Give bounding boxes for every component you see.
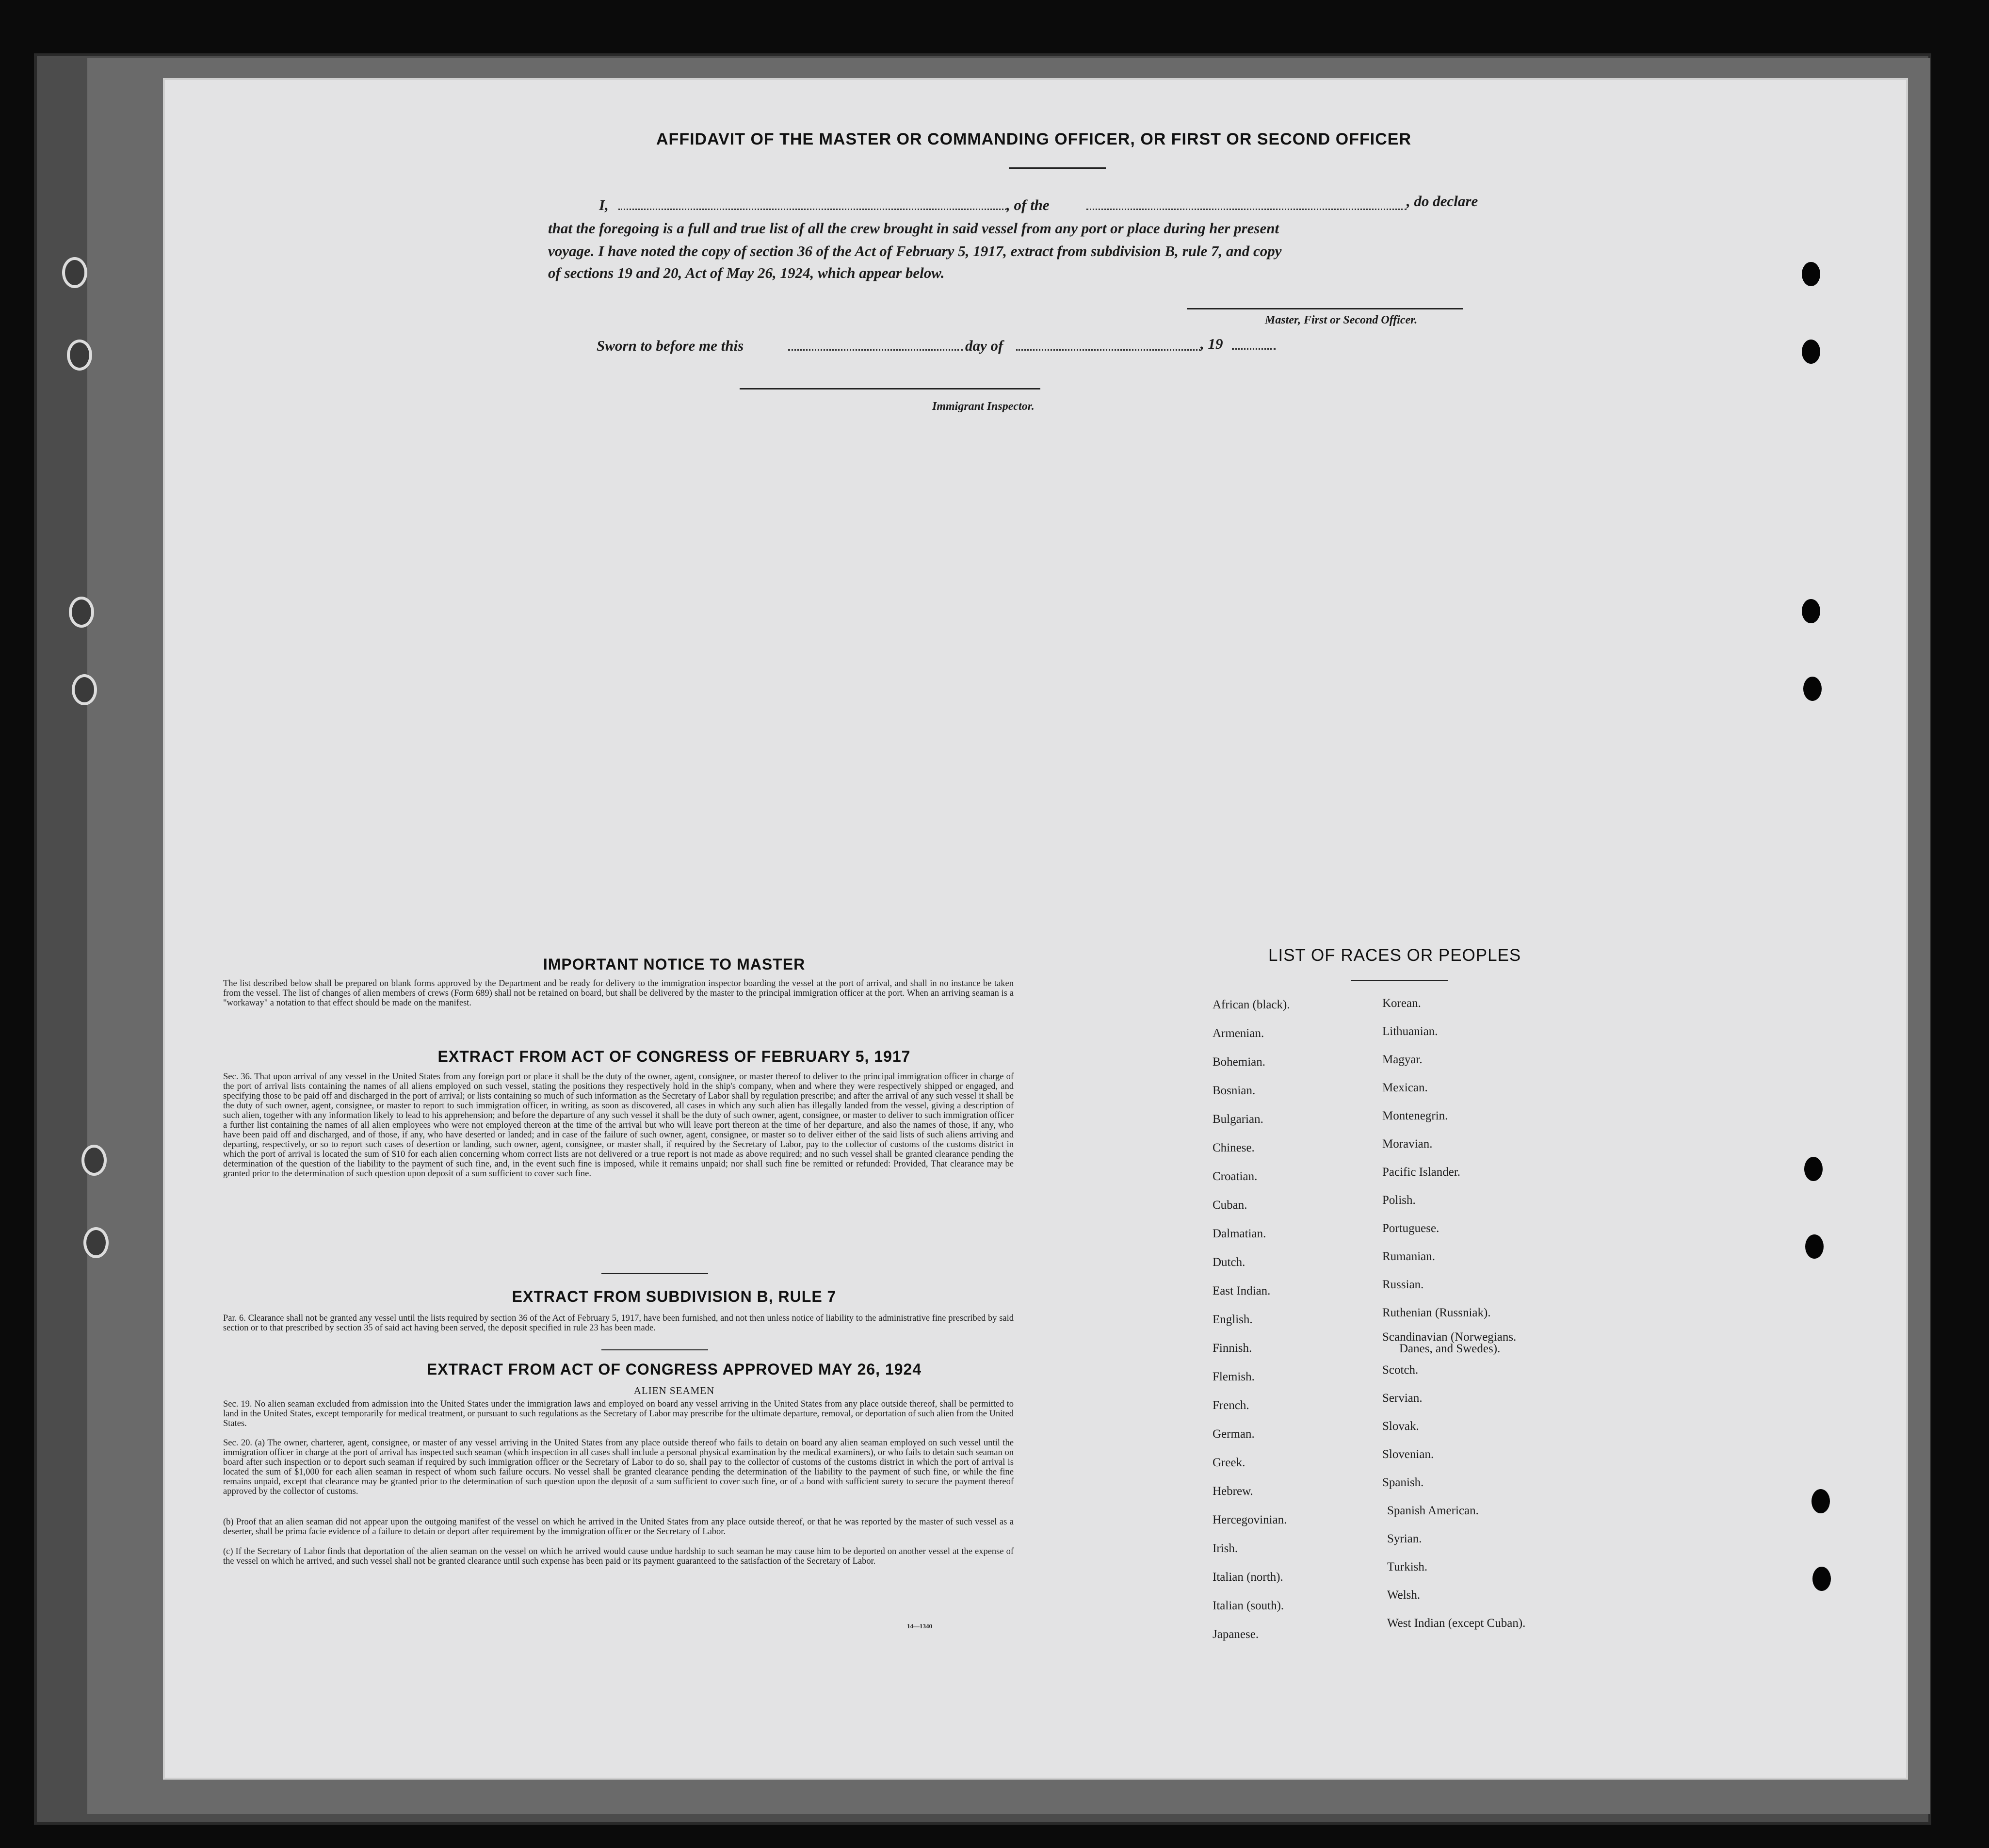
race-item: Spanish American. — [1387, 1504, 1479, 1517]
race-item: Ruthenian (Russniak). — [1382, 1306, 1491, 1319]
alien-seamen-subtitle: ALIEN SEAMEN — [633, 1385, 715, 1396]
race-item: Welsh. — [1387, 1589, 1421, 1602]
binder-hole — [62, 257, 87, 288]
race-item: Montenegrin. — [1382, 1109, 1448, 1122]
race-item: Polish. — [1382, 1194, 1416, 1207]
punch-hole — [1802, 262, 1820, 286]
divider — [601, 1273, 708, 1274]
race-item: Pacific Islander. — [1382, 1166, 1461, 1179]
race-item: Servian. — [1382, 1392, 1423, 1405]
master-signature-label: Master, First or Second Officer. — [1265, 314, 1418, 326]
punch-hole — [1802, 340, 1820, 364]
divider — [1009, 167, 1106, 169]
race-item: East Indian. — [1213, 1284, 1271, 1297]
race-item: Scotch. — [1382, 1363, 1419, 1377]
sworn-label: Sworn to before me this — [597, 337, 744, 354]
race-item: Bulgarian. — [1213, 1113, 1263, 1126]
binder-hole — [72, 674, 97, 705]
race-item: Magyar. — [1382, 1053, 1423, 1066]
binder-hole — [81, 1145, 107, 1176]
extract-1924-title: EXTRACT FROM ACT OF CONGRESS APPROVED MAY 26, 1924 — [426, 1361, 922, 1378]
race-item: Greek. — [1213, 1456, 1245, 1469]
year-blank — [1232, 348, 1276, 350]
race-item: Mexican. — [1382, 1081, 1428, 1094]
race-item: Korean. — [1382, 997, 1421, 1010]
affidavit-i: I, — [599, 196, 609, 213]
race-item: Chinese. — [1213, 1141, 1255, 1154]
race-item: Cuban. — [1213, 1199, 1247, 1212]
race-item: West Indian (except Cuban). — [1387, 1617, 1526, 1630]
affidavit-declare: , do declare — [1407, 193, 1478, 210]
race-item: Croatian. — [1213, 1170, 1258, 1183]
extract-1917-title: EXTRACT FROM ACT OF CONGRESS OF FEBRUARY 5, 1917 — [437, 1048, 911, 1065]
race-item: Moravian. — [1382, 1137, 1433, 1151]
inspector-signature-line — [740, 388, 1040, 389]
race-item: French. — [1213, 1399, 1249, 1412]
race-item: Flemish. — [1213, 1370, 1255, 1383]
races-title: LIST OF RACES OR PEOPLES — [1268, 946, 1521, 965]
binder-hole — [83, 1227, 109, 1258]
section-20a-text: Sec. 20. (a) The owner, charterer, agent, consignee, or master of any vessel arriving in the United States from any place outside thereof who fails to detain on board any alien seaman employed on such vessel until the immigration officer in charge at the port of arrival has inspected such seaman (which inspection in all cases shall include a personal physical examination by the medical examiners), or who fails to detain such seaman on board after such inspection or to deport such seaman if required by such immigration officer or the Secretary of Labor to do so, shall pay to the collector of customs of the customs district in which the port of arrival is located the sum of $1,000 for each alien seaman in respect of whom such failure occurs. No vessel shall be granted clearance pending the determination of the liability to the payment of such fine, or while the fine remains unpaid, except that clearance may be granted prior to the determination of such question upon the deposit of a sum sufficient to cover such fine, or of a bond with sufficient surety to secure the payment thereof approved by the collector of customs. — [223, 1438, 1014, 1496]
race-item: Scandinavian (Norwegians. — [1382, 1330, 1517, 1344]
punch-hole — [1803, 677, 1822, 701]
race-item: Russian. — [1382, 1278, 1424, 1291]
race-item: Spanish. — [1382, 1476, 1424, 1489]
section-20c-text: (c) If the Secretary of Labor finds that deportation of the alien seaman on the vessel on which he arrived would cause undue hardship to such seaman he may cause him to be deported on another vessel at the expense of the vessel on which he arrived, and such vessel shall not be granted clearance until such expense has been paid or its payment guaranteed to the satisfaction of the Secretary of Labor. — [223, 1547, 1014, 1566]
race-item: Syrian. — [1387, 1532, 1422, 1545]
race-item: Dalmatian. — [1213, 1227, 1266, 1240]
sworn-month-blank — [1016, 349, 1200, 351]
race-item: Slovak. — [1382, 1420, 1419, 1433]
rule7-body: Par. 6. Clearance shall not be granted any vessel until the lists required by section 36 of the Act of February 5, 1917, have been furnished, and not then unless notice of liability to the administrative fine prescribed by said section or to that prescribed by section 35 of said act having been served, the deposit specified in rule 23 has been made. — [223, 1313, 1014, 1333]
affidavit-title: AFFIDAVIT OF THE MASTER OR COMMANDING OFFICER, OR FIRST OR SECOND OFFICER — [656, 130, 1411, 148]
race-item: African (black). — [1213, 998, 1290, 1011]
race-item: Bosnian. — [1213, 1084, 1256, 1097]
race-item: Armenian. — [1213, 1027, 1264, 1040]
rule7-title: EXTRACT FROM SUBDIVISION B, RULE 7 — [512, 1288, 837, 1305]
race-item: Portuguese. — [1382, 1222, 1439, 1235]
affidavit-line3: voyage. I have noted the copy of section 36 of the Act of February 5, 1917, extract from subdivision B, rule 7, and copy — [548, 243, 1282, 259]
race-item: English. — [1213, 1313, 1253, 1326]
section-20b-text: (b) Proof that an alien seaman did not appear upon the outgoing manifest of the vessel on which he arrived in the United States from any place outside thereof, or that he was reported by the master of such vessel as a deserter, shall be prima facie evidence of a failure to detain or deport after requirement by the immigration officer or the Secretary of Labor. — [223, 1517, 1014, 1537]
punch-hole — [1811, 1489, 1830, 1513]
race-item: Italian (south). — [1213, 1599, 1284, 1612]
race-item: Danes, and Swedes). — [1399, 1342, 1501, 1355]
race-item: Irish. — [1213, 1542, 1238, 1555]
punch-hole — [1812, 1567, 1831, 1591]
punch-hole — [1805, 1234, 1824, 1259]
race-item: Lithuanian. — [1382, 1025, 1438, 1038]
affidavit-of-the: , of the — [1006, 196, 1050, 213]
race-item: Turkish. — [1387, 1560, 1428, 1573]
notice-body: The list described below shall be prepared on blank forms approved by the Department and be ready for delivery to the immigration inspector boarding the vessel at the port of arrival, and shall in no instance be taken from the vessel. The list of changes of alien members of crews (Form 689) shall not be retained on board, but shall be delivered by the master to the principal immigration officer at the port. When an arriving seaman is a "workaway" a notation to that effect should be made on the manifest. — [223, 979, 1014, 1008]
race-item: Italian (north). — [1213, 1571, 1283, 1584]
extract-1917-body: Sec. 36. That upon arrival of any vessel in the United States from any foreign port or place it shall be the duty of the owner, agent, consignee, or master thereof to deliver to the principal immigration officer in charge of the port of arrival lists containing the names of all aliens employed on such vessel, stating the positions they respectively hold in the ship's company, when and where they were respectively shipped or engaged, and specifying those to be paid off and discharged in the port of arrival; or lists containing so much of such information as the Secretary of Labor shall by regulation prescribe; and after the arrival of any such vessel it shall be the duty of such owner, agent, consignee, or master to report to such immigration officer, in writing, as soon as discovered, all cases in which any such alien has illegally landed from the vessel, giving a description of such alien, together with any information likely to lead to his apprehension; and before the departure of any such vessel it shall be the duty of such owner, agent, consignee, or master to deliver to such immigration officer a further list containing the names of all alien employees who were not employed thereon at the time of the arrival but who will leave port thereon at the time of her departure, and also the names of those, if any, who have been paid off and discharged, and of those, if any, who have deserted or landed; and in case of the failure of such owner, agent, consignee, or master so to deliver either of the said lists of such aliens arriving and departing, respectively, or so to report such cases of desertion or landing, such owner, agent, consignee, or master shall, if required by the Secretary of Labor, pay to the collector of customs of the customs district in which the port of arrival is located the sum of $10 for each alien concerning whom correct lists are not delivered or a true report is not made as above required; and no such vessel shall be granted clearance pending the determination of the question of the liability to the payment of such fine, and, in the event such fine is imposed, while it remains unpaid; nor shall such fine be remitted or refunded: Provided, That clearance may be granted prior to the determination of such question upon deposit of a sum sufficient to cover such fine. — [223, 1072, 1014, 1179]
sworn-day-blank — [788, 349, 963, 351]
binder-hole — [69, 597, 94, 628]
notice-title: IMPORTANT NOTICE TO MASTER — [543, 956, 806, 973]
day-of-label: day of — [965, 337, 1003, 354]
vessel-blank — [1086, 209, 1407, 210]
inspector-signature-label: Immigrant Inspector. — [932, 400, 1035, 413]
binder-hole — [67, 340, 92, 371]
race-item: Finnish. — [1213, 1342, 1252, 1355]
name-blank — [618, 209, 1006, 210]
race-item: Dutch. — [1213, 1256, 1245, 1269]
race-item: Rumanian. — [1382, 1250, 1436, 1263]
affidavit-line4: of sections 19 and 20, Act of May 26, 1924, which appear below. — [548, 264, 945, 281]
divider — [601, 1349, 708, 1350]
form-number: 14—1340 — [907, 1622, 932, 1630]
affidavit-line2: that the foregoing is a full and true list of all the crew brought in said vessel from any port or place during her present — [548, 220, 1279, 237]
race-item: Hebrew. — [1213, 1485, 1253, 1498]
master-signature-line — [1187, 308, 1463, 309]
divider — [1351, 980, 1448, 981]
section-19-text: Sec. 19. No alien seaman excluded from admission into the United States under the immigration laws and employed on board any vessel arriving in the United States from any place outside thereof, shall be permitted to land in the United States, except temporarily for medical treatment, or pursuant to such regulations as the Secretary of Labor may prescribe for the ultimate departure, removal, or deportation of such alien from the United States. — [223, 1399, 1014, 1428]
race-item: Slovenian. — [1382, 1448, 1434, 1461]
punch-hole — [1804, 1157, 1823, 1181]
punch-hole — [1802, 599, 1820, 623]
race-item: Bohemian. — [1213, 1055, 1266, 1069]
race-item: Hercegovinian. — [1213, 1513, 1287, 1526]
race-item: Japanese. — [1213, 1628, 1259, 1641]
race-item: German. — [1213, 1427, 1255, 1441]
document-page — [165, 80, 1906, 1778]
year-label: , 19 — [1200, 335, 1223, 352]
